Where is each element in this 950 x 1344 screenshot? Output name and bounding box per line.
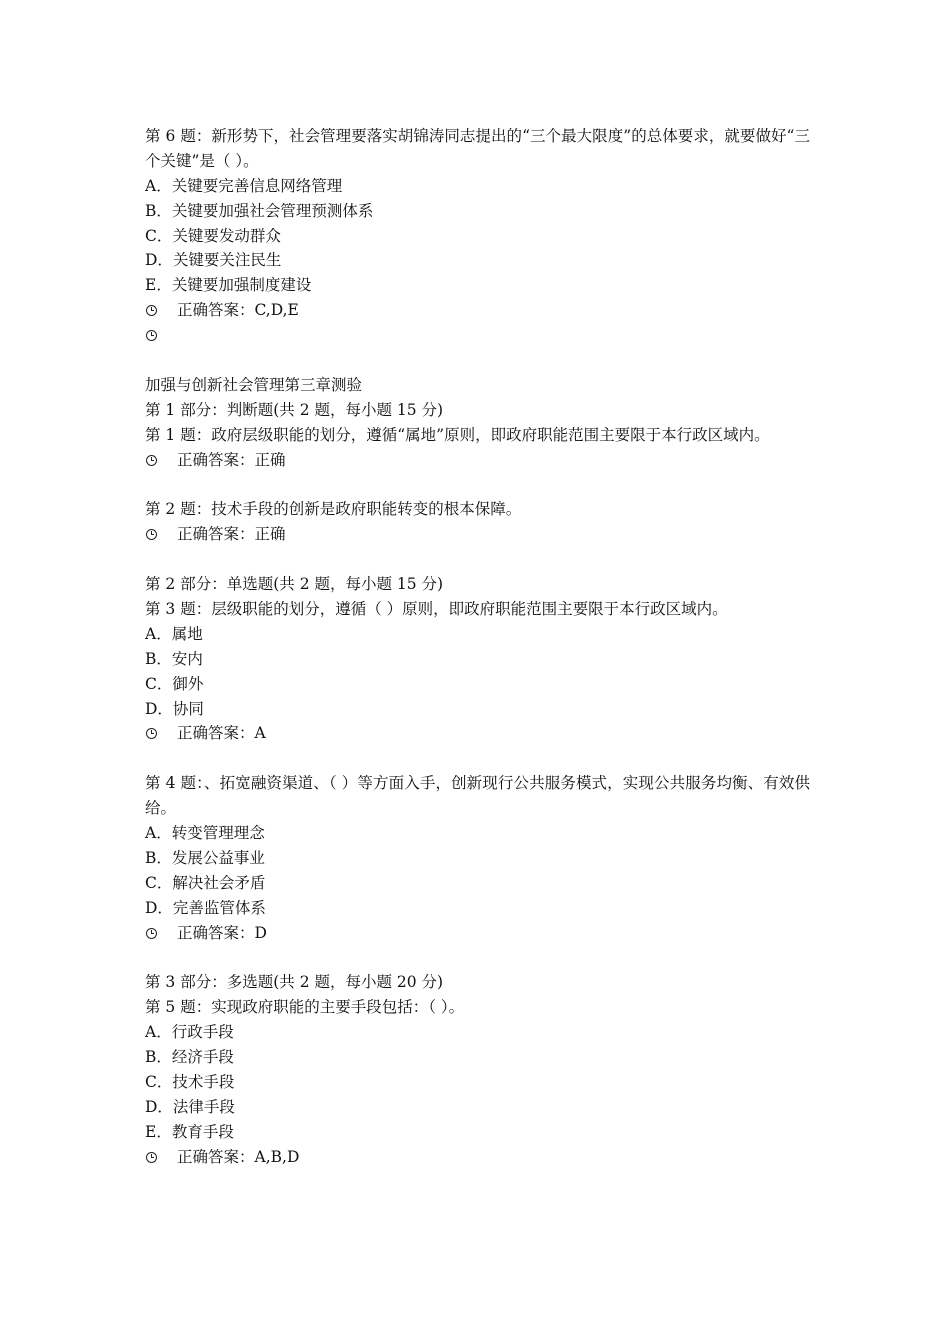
question-6-option-a: A．关键要完善信息网络管理 (145, 176, 343, 195)
question-2-answer-row (145, 522, 810, 547)
question-4-option-c: C．解决社会矛盾 (145, 873, 266, 892)
spacer (145, 348, 810, 373)
question-5-answer-row (145, 1145, 810, 1170)
question-6-answer-row (145, 298, 810, 323)
question-1-answer: 正确答案：正确 (177, 450, 286, 469)
clock-icon (146, 305, 157, 316)
question-4-answer-row (145, 921, 810, 946)
question-2-answer: 正确答案：正确 (177, 525, 286, 544)
spacer (145, 473, 810, 498)
empty-answer-row (145, 323, 810, 348)
question-1-answer-row (145, 448, 810, 473)
part-1-heading: 第 1 部分：判断题(共 2 题，每小题 15 分) (145, 400, 444, 419)
part-3-heading: 第 3 部分：多选题(共 2 题，每小题 20 分) (145, 973, 444, 992)
question-5-option-b: B．经济手段 (145, 1048, 234, 1067)
clock-icon (146, 529, 157, 540)
clock-icon (146, 1152, 157, 1163)
question-3-answer: 正确答案：A (177, 724, 266, 743)
question-4-stem: 第 4 题：、拓宽融资渠道、（ ）等方面入手，创新现行公共服务模式，实现公共服务均衡、有效供给。 (145, 774, 810, 818)
question-5-option-c: C．技术手段 (145, 1072, 235, 1091)
question-4-option-d: D．完善监管体系 (145, 898, 266, 917)
question-2-stem: 第 2 题：技术手段的创新是政府职能转变的根本保障。 (145, 500, 522, 519)
part-2-heading: 第 2 部分：单选题(共 2 题，每小题 15 分) (145, 575, 444, 594)
clock-icon (146, 330, 157, 341)
question-4-option-a: A．转变管理理念 (145, 824, 265, 843)
question-3-option-d: D．协同 (145, 699, 204, 718)
question-3-stem: 第 3 题：层级职能的划分，遵循（ ）原则，即政府职能范围主要限于本行政区域内。 (145, 599, 728, 618)
clock-icon (146, 728, 157, 739)
spacer (145, 746, 810, 771)
question-4-option-b: B．发展公益事业 (145, 848, 265, 867)
question-5-option-e: E．教育手段 (145, 1122, 234, 1141)
question-5-stem: 第 5 题：实现政府职能的主要手段包括：（ ）。 (145, 998, 465, 1017)
question-5-option-a: A．行政手段 (145, 1023, 234, 1042)
question-6-option-c: C．关键要发动群众 (145, 226, 281, 245)
question-5-option-d: D．法律手段 (145, 1097, 235, 1116)
clock-icon (146, 455, 157, 466)
question-3-option-a: A．属地 (145, 624, 203, 643)
spacer (145, 547, 810, 572)
question-4-answer: 正确答案：D (177, 923, 267, 942)
question-1-stem: 第 1 题：政府层级职能的划分，遵循“属地”原则，即政府职能范围主要限于本行政区域内。 (145, 425, 770, 444)
question-5-answer: 正确答案：A,B,D (177, 1147, 300, 1166)
question-3-option-c: C．御外 (145, 674, 204, 693)
question-6-answer: 正确答案：C,D,E (177, 301, 299, 320)
question-6-stem: 第 6 题：新形势下，社会管理要落实胡锦涛同志提出的“三个最大限度”的总体要求，就要做好“三个关键”是（ ）。 (145, 127, 810, 170)
question-3-answer-row (145, 721, 810, 746)
question-3-option-b: B．安内 (145, 649, 203, 668)
clock-icon (146, 928, 157, 939)
document-page (145, 124, 810, 1169)
quiz-title: 加强与创新社会管理第三章测验 (145, 375, 363, 394)
question-6-option-d: D．关键要关注民生 (145, 251, 282, 270)
question-6-option-e: E．关键要加强制度建设 (145, 276, 312, 295)
spacer (145, 945, 810, 970)
question-6-option-b: B．关键要加强社会管理预测体系 (145, 201, 374, 220)
